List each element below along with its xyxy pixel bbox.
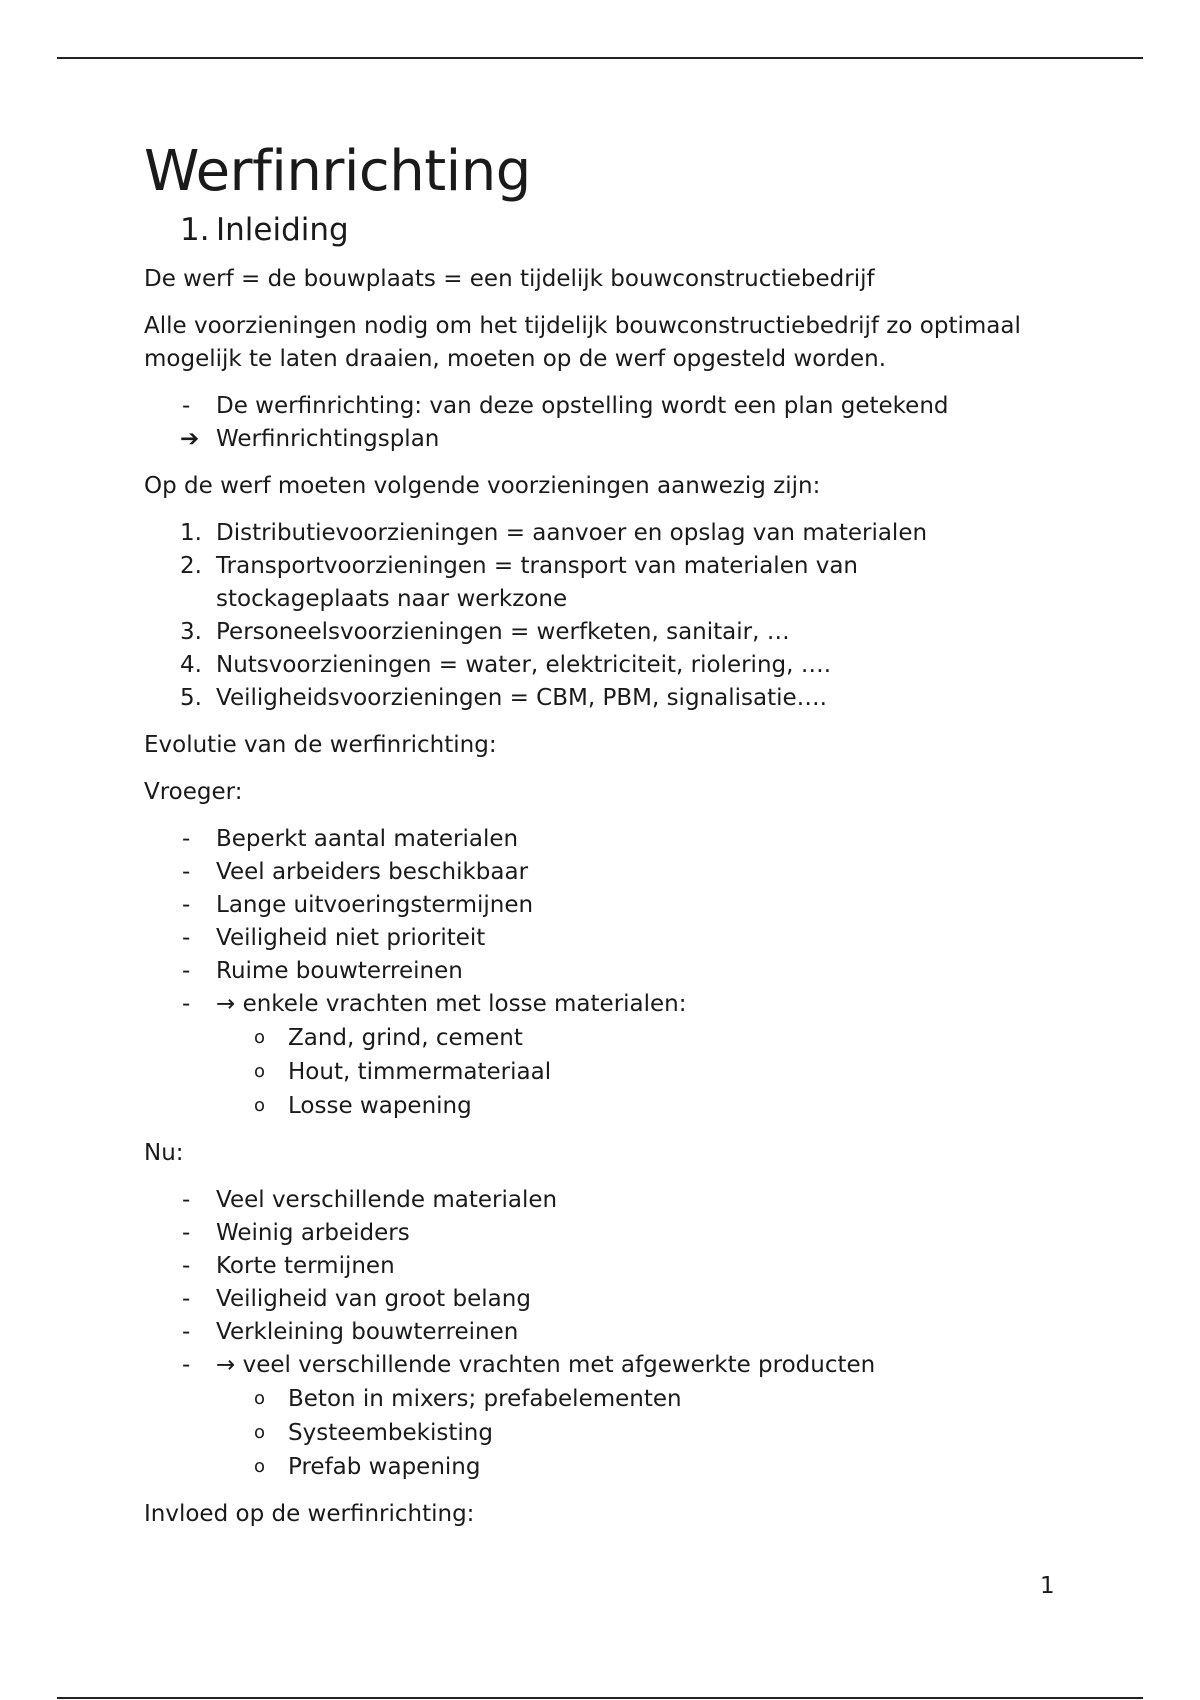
now-label: Nu:	[144, 1140, 184, 1166]
dash-bullet: -	[182, 1286, 191, 1312]
list-item-text: Personeelsvoorzieningen = werfketen, sanitair, …	[216, 619, 790, 645]
list-item	[144, 1184, 1074, 1217]
list-item-text: Hout, timmermateriaal	[288, 1059, 552, 1085]
list-item-text: Losse wapening	[288, 1093, 472, 1119]
list-item-text: → enkele vrachten met losse materialen:	[216, 991, 687, 1017]
dash-bullet: -	[182, 859, 191, 885]
section-heading	[180, 210, 1074, 250]
list-item	[144, 390, 1074, 423]
section-label: Inleiding	[216, 212, 349, 248]
circle-bullet: o	[254, 1061, 266, 1082]
intro-paragraph: Alle voorzieningen nodig om het tijdelijk bouwconstructiebedrijf zo optimaal mogelijk te laten draaien, moeten op de werf opgesteld worden.	[144, 313, 1021, 372]
sub-list-item	[144, 1382, 1074, 1416]
list-item	[144, 616, 1074, 649]
list-item	[144, 889, 1074, 922]
dash-bullet: -	[182, 1352, 191, 1378]
evolution-heading: Evolutie van de werfinrichting:	[144, 732, 497, 758]
dash-bullet: -	[182, 1253, 191, 1279]
facilities-intro: Op de werf moeten volgende voorzieningen aanwezig zijn:	[144, 473, 821, 499]
definition-paragraph: De werf = de bouwplaats = een tijdelijk bouwconstructiebedrijf	[144, 266, 875, 292]
dash-bullet: -	[182, 1187, 191, 1213]
list-item	[144, 955, 1074, 988]
circle-bullet: o	[254, 1388, 266, 1409]
plan-list	[144, 390, 1074, 456]
list-number: 2.	[180, 553, 202, 579]
list-item	[144, 1283, 1074, 1316]
list-number: 5.	[180, 685, 202, 711]
sub-list-item	[144, 1450, 1074, 1484]
influence-paragraph: Invloed op de werfinrichting:	[144, 1501, 475, 1527]
list-item	[144, 682, 1074, 715]
document-title: Werfinrichting	[144, 139, 531, 204]
list-item-text: Nutsvoorzieningen = water, elektriciteit, riolering, ….	[216, 652, 832, 678]
list-item-text: Distributievoorzieningen = aanvoer en opslag van materialen	[216, 520, 928, 546]
circle-bullet: o	[254, 1456, 266, 1477]
arrow-icon: ➔	[180, 426, 200, 452]
list-item	[144, 550, 1074, 616]
list-item-text: Transportvoorzieningen = transport van materialen van stockageplaats naar werkzone	[216, 553, 859, 612]
dash-bullet: -	[182, 991, 191, 1017]
list-item	[144, 1250, 1074, 1283]
list-item-text: Veel arbeiders beschikbaar	[216, 859, 529, 885]
list-item	[144, 517, 1074, 550]
sub-list-item	[144, 1416, 1074, 1450]
now-list	[144, 1184, 1074, 1484]
list-number: 1.	[180, 520, 202, 546]
list-item-text: Systeembekisting	[288, 1420, 493, 1446]
page-content	[144, 140, 1074, 1531]
list-item-text: Zand, grind, cement	[288, 1025, 523, 1051]
circle-bullet: o	[254, 1027, 266, 1048]
header-rule	[57, 57, 1143, 59]
circle-bullet: o	[254, 1422, 266, 1443]
list-item	[144, 856, 1074, 889]
list-item-text: Korte termijnen	[216, 1253, 395, 1279]
sub-list-item	[144, 1055, 1074, 1089]
list-item	[144, 649, 1074, 682]
list-item-text: Beton in mixers; prefabelementen	[288, 1386, 682, 1412]
facilities-list	[144, 517, 1074, 715]
page-number: 1	[1040, 1573, 1055, 1599]
section-number: 1.	[180, 212, 210, 248]
list-item-text: Verkleining bouwterreinen	[216, 1319, 519, 1345]
footer-rule	[57, 1697, 1143, 1699]
list-item	[144, 1349, 1074, 1382]
list-item-text: De werfinrichting: van deze opstelling wordt een plan getekend	[216, 393, 949, 419]
list-item-text: Werfinrichtingsplan	[216, 426, 440, 452]
dash-bullet: -	[182, 393, 191, 419]
sub-list-item	[144, 1089, 1074, 1123]
list-item-text: Beperkt aantal materialen	[216, 826, 519, 852]
list-item	[144, 823, 1074, 856]
dash-bullet: -	[182, 826, 191, 852]
circle-bullet: o	[254, 1095, 266, 1116]
list-item-text: Ruime bouwterreinen	[216, 958, 463, 984]
list-item	[144, 1316, 1074, 1349]
list-item	[144, 922, 1074, 955]
list-item-text: Veiligheid van groot belang	[216, 1286, 531, 1312]
dash-bullet: -	[182, 925, 191, 951]
list-item-text: Lange uitvoeringstermijnen	[216, 892, 534, 918]
dash-bullet: -	[182, 958, 191, 984]
sub-list-item	[144, 1021, 1074, 1055]
dash-bullet: -	[182, 1220, 191, 1246]
list-item-text: Weinig arbeiders	[216, 1220, 410, 1246]
list-item-text: Veiligheid niet prioriteit	[216, 925, 486, 951]
past-label: Vroeger:	[144, 779, 243, 805]
list-item	[144, 988, 1074, 1021]
list-item-text: → veel verschillende vrachten met afgewerkte producten	[216, 1352, 876, 1378]
list-number: 4.	[180, 652, 202, 678]
list-item	[144, 1217, 1074, 1250]
list-item	[144, 423, 1074, 456]
list-item-text: Veiligheidsvoorzieningen = CBM, PBM, signalisatie….	[216, 685, 827, 711]
list-item-text: Prefab wapening	[288, 1454, 481, 1480]
list-item-text: Veel verschillende materialen	[216, 1187, 558, 1213]
dash-bullet: -	[182, 892, 191, 918]
dash-bullet: -	[182, 1319, 191, 1345]
past-list	[144, 823, 1074, 1123]
list-number: 3.	[180, 619, 202, 645]
